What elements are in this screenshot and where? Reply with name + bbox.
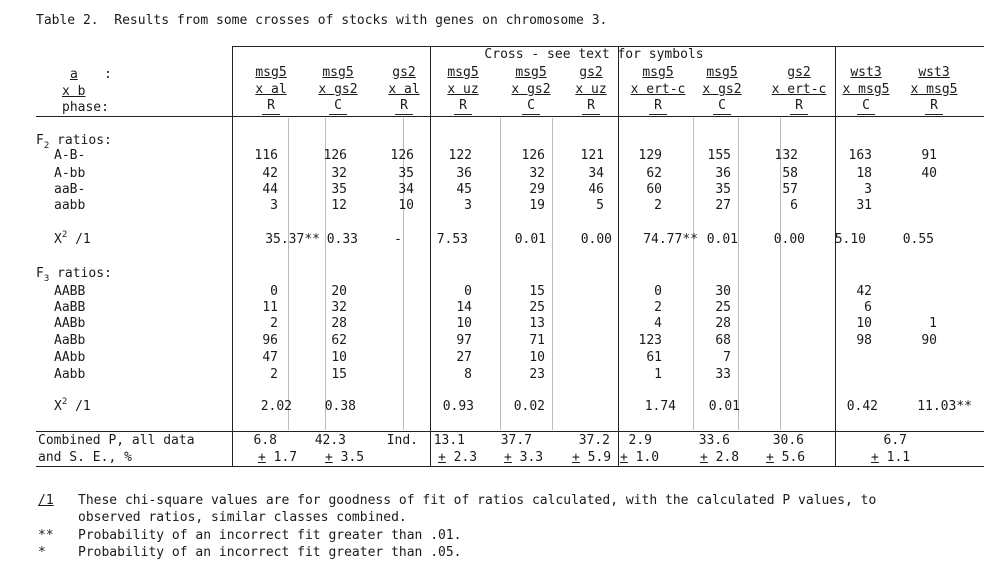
f2-value: 6 [790,198,798,213]
f3-value: 25 [715,300,731,315]
col-8-phase: R [795,98,803,113]
col-7-phase: C [718,98,726,113]
combined-p-value: 6.8 [253,433,277,448]
col-0-a: msg5 [255,65,287,80]
f2-value: 44 [262,182,278,197]
column-guide-0 [288,118,289,430]
column-guide-3 [500,118,501,430]
f3-value: 61 [646,350,662,365]
f2-chi-value: 0.01 [706,232,738,247]
f3-value: 32 [331,300,347,315]
col-4-phase: C [527,98,535,113]
combined-label: Combined P, all data [38,433,195,448]
f2-value: 2 [654,198,662,213]
f3-chi-value: 2.02 [260,399,292,414]
f2-chi-value: 35.37** [265,232,320,247]
col-8-b: x ert-c [771,82,827,97]
combined-p-value: 33.6 [698,433,730,448]
f3-row-label: AABb [54,316,86,331]
phase-underline-0 [262,114,280,115]
col-10-b: x msg5 [910,82,958,97]
f2-value: 18 [856,166,872,181]
f3-value: 11 [262,300,278,315]
footnote-mark: * [38,545,46,560]
col-2-b: x al [388,82,420,97]
combined-p-value: 42.3 [314,433,346,448]
f3-heading: $F_3$ ratios: [36,266,112,284]
f3-value: 2 [270,367,278,382]
phase-underline-10 [925,114,943,115]
f2-value: 122 [448,148,472,163]
f2-value: 58 [782,166,798,181]
phase-underline-1 [329,114,347,115]
f3-row-label: Aabb [54,367,86,382]
f2-value: 35 [331,182,347,197]
f3-chi-label: $X^2$ /1 [54,397,91,414]
col-3-phase: R [459,98,467,113]
group-divider-0 [232,46,233,466]
f3-value: 27 [456,350,472,365]
f3-chi-value: 0.38 [324,399,356,414]
f3-value: 13 [529,316,545,331]
f3-value: 10 [456,316,472,331]
combined-se-value: + 5.6 [766,450,806,465]
group-divider-2 [618,46,619,466]
f3-chi-value: 0.42 [846,399,878,414]
a-label: a [70,67,78,82]
col-3-a: msg5 [447,65,479,80]
f3-row-label: AaBb [54,333,86,348]
col-7-a: msg5 [706,65,738,80]
f3-value: 10 [331,350,347,365]
f3-chi-value: 0.02 [513,399,545,414]
f3-value: 15 [331,367,347,382]
col-10-phase: R [930,98,938,113]
col-9-phase: C [862,98,870,113]
f3-value: 28 [715,316,731,331]
col-5-phase: R [587,98,595,113]
col-9-a: wst3 [850,65,882,80]
combined-se-value: + 3.5 [325,450,365,465]
combined-se-value: + 5.9 [572,450,612,465]
phase-underline-4 [522,114,540,115]
f2-value: 3 [864,182,872,197]
f3-value: 7 [723,350,731,365]
f2-value: 12 [331,198,347,213]
phase-underline-5 [582,114,600,115]
f2-value: 42 [262,166,278,181]
footnote-text: observed ratios, similar classes combined. [78,510,407,525]
f3-value: 90 [921,333,937,348]
f3-chi-value: 0.93 [442,399,474,414]
f2-chi-value: 0.55 [902,232,934,247]
f3-value: 68 [715,333,731,348]
f2-value: 155 [707,148,731,163]
phase-label: phase: [62,100,109,115]
f2-value: 129 [638,148,662,163]
combined-p-value: Ind. [386,433,418,448]
group-divider-3 [835,46,836,466]
f3-value: 10 [529,350,545,365]
f3-value: 4 [654,316,662,331]
f3-value: 71 [529,333,545,348]
f2-value: 34 [398,182,414,197]
xb-label: x b [62,84,86,99]
f2-chi-value: 74.77** [643,232,698,247]
f3-value: 0 [464,284,472,299]
combined-top-rule [36,431,984,432]
f3-value: 96 [262,333,278,348]
combined-se-value: + 3.3 [504,450,544,465]
footnote-text: Probability of an incorrect fit greater than .05. [78,545,462,560]
combined-se-value: + 2.8 [700,450,740,465]
footnote-text: These chi-square values are for goodness of fit of ratios calculated, with the calculated P values, to [78,493,877,508]
phase-underline-3 [454,114,472,115]
col-2-a: gs2 [392,65,416,80]
header-rule [36,116,984,117]
f3-value: 0 [654,284,662,299]
column-guide-2 [403,118,404,430]
combined-p-value: 37.7 [500,433,532,448]
f3-value: 33 [715,367,731,382]
cross-header: Cross - see text for symbols [484,47,704,62]
phase-underline-2 [395,114,413,115]
col-5-a: gs2 [579,65,603,80]
f2-value: 132 [774,148,798,163]
f3-value: 6 [864,300,872,315]
col-6-b: x ert-c [630,82,686,97]
f2-value: 19 [529,198,545,213]
col-3-b: x uz [447,82,479,97]
f2-value: 126 [521,148,545,163]
f3-chi-value: 0.01 [708,399,740,414]
f2-value: 32 [331,166,347,181]
f3-row-label: AaBB [54,300,86,315]
combined-se-value: + 2.3 [438,450,478,465]
f2-chi-value: 0.00 [580,232,612,247]
f2-chi-value: 0.33 [326,232,358,247]
combined-p-value: 13.1 [433,433,465,448]
f2-value: 3 [464,198,472,213]
f2-value: 34 [588,166,604,181]
combined-p-value: 30.6 [772,433,804,448]
col-8-a: gs2 [787,65,811,80]
f2-chi-value: 0.00 [773,232,805,247]
f2-row-label: aaB- [54,182,86,197]
f3-value: 28 [331,316,347,331]
f2-value: 45 [456,182,472,197]
col-4-a: msg5 [515,65,547,80]
f2-value: 116 [254,148,278,163]
f3-value: 25 [529,300,545,315]
f2-value: 31 [856,198,872,213]
f2-value: 62 [646,166,662,181]
table-title: Table 2. Results from some crosses of stocks with genes on chromosome 3. [36,13,608,28]
f3-value: 15 [529,284,545,299]
f3-value: 23 [529,367,545,382]
column-guide-4 [552,118,553,430]
f3-value: 1 [654,367,662,382]
f2-value: 35 [398,166,414,181]
f2-row-label: aabb [54,198,86,213]
f3-value: 97 [456,333,472,348]
f2-value: 46 [588,182,604,197]
f2-value: 91 [921,148,937,163]
column-guide-6 [738,118,739,430]
col-1-b: x gs2 [318,82,358,97]
combined-p-value: 6.7 [883,433,907,448]
phase-underline-6 [649,114,667,115]
f2-value: 126 [390,148,414,163]
phase-underline-7 [713,114,731,115]
f2-value: 5 [596,198,604,213]
f2-value: 36 [715,166,731,181]
combined-se-value: + 1.7 [258,450,298,465]
f3-row-label: AABB [54,284,86,299]
col-6-phase: R [654,98,662,113]
f3-value: 123 [638,333,662,348]
f3-value: 98 [856,333,872,348]
f2-chi-value: - [394,232,402,247]
col-1-phase: C [334,98,342,113]
f2-value: 36 [456,166,472,181]
combined-p-value: 2.9 [628,433,652,448]
footnote-text: Probability of an incorrect fit greater than .01. [78,528,462,543]
phase-underline-9 [857,114,875,115]
combined-se-value: + 1.0 [620,450,660,465]
f2-value: 35 [715,182,731,197]
col-9-b: x msg5 [842,82,890,97]
f2-value: 32 [529,166,545,181]
phase-underline-8 [790,114,808,115]
f2-value: 126 [323,148,347,163]
f2-value: 10 [398,198,414,213]
f2-row-label: A-B- [54,148,86,163]
f2-value: 57 [782,182,798,197]
col-5-b: x uz [575,82,607,97]
f2-row-label: A-bb [54,166,86,181]
f2-chi-value: 0.01 [514,232,546,247]
f2-value: 121 [580,148,604,163]
col-7-b: x gs2 [702,82,742,97]
combined-se-value: + 1.1 [871,450,911,465]
f3-value: 8 [464,367,472,382]
col-6-a: msg5 [642,65,674,80]
f2-heading: $F_2$ ratios: [36,133,112,151]
col-4-b: x gs2 [511,82,551,97]
f2-value: 3 [270,198,278,213]
combined-label-2: and S. E., % [38,450,132,465]
f3-value: 30 [715,284,731,299]
f3-value: 14 [456,300,472,315]
f2-chi-value: 5.10 [834,232,866,247]
f3-value: 62 [331,333,347,348]
footnote-mark: ** [38,528,54,543]
col-10-a: wst3 [918,65,950,80]
f2-value: 163 [848,148,872,163]
f3-row-label: AAbb [54,350,86,365]
bottom-rule [36,466,984,467]
group-divider-1 [430,46,431,466]
f3-value: 42 [856,284,872,299]
column-guide-5 [693,118,694,430]
col-1-a: msg5 [322,65,354,80]
f2-value: 60 [646,182,662,197]
col-0-b: x al [255,82,287,97]
f2-value: 40 [921,166,937,181]
f3-value: 2 [654,300,662,315]
footnote-mark: /1 [38,493,54,508]
f3-chi-value: 1.74 [644,399,676,414]
f2-value: 29 [529,182,545,197]
f3-chi-value: 11.03** [917,399,972,414]
column-guide-7 [780,118,781,430]
col-0-phase: R [267,98,275,113]
f3-value: 47 [262,350,278,365]
combined-p-value: 37.2 [578,433,610,448]
f3-value: 20 [331,284,347,299]
column-guide-1 [325,118,326,430]
f3-value: 2 [270,316,278,331]
f3-value: 1 [929,316,937,331]
f2-value: 27 [715,198,731,213]
f2-chi-label: $X^2$ /1 [54,230,91,247]
f3-value: 10 [856,316,872,331]
f3-value: 0 [270,284,278,299]
f2-chi-value: 7.53 [436,232,468,247]
col-2-phase: R [400,98,408,113]
colon-label: : [104,67,112,82]
